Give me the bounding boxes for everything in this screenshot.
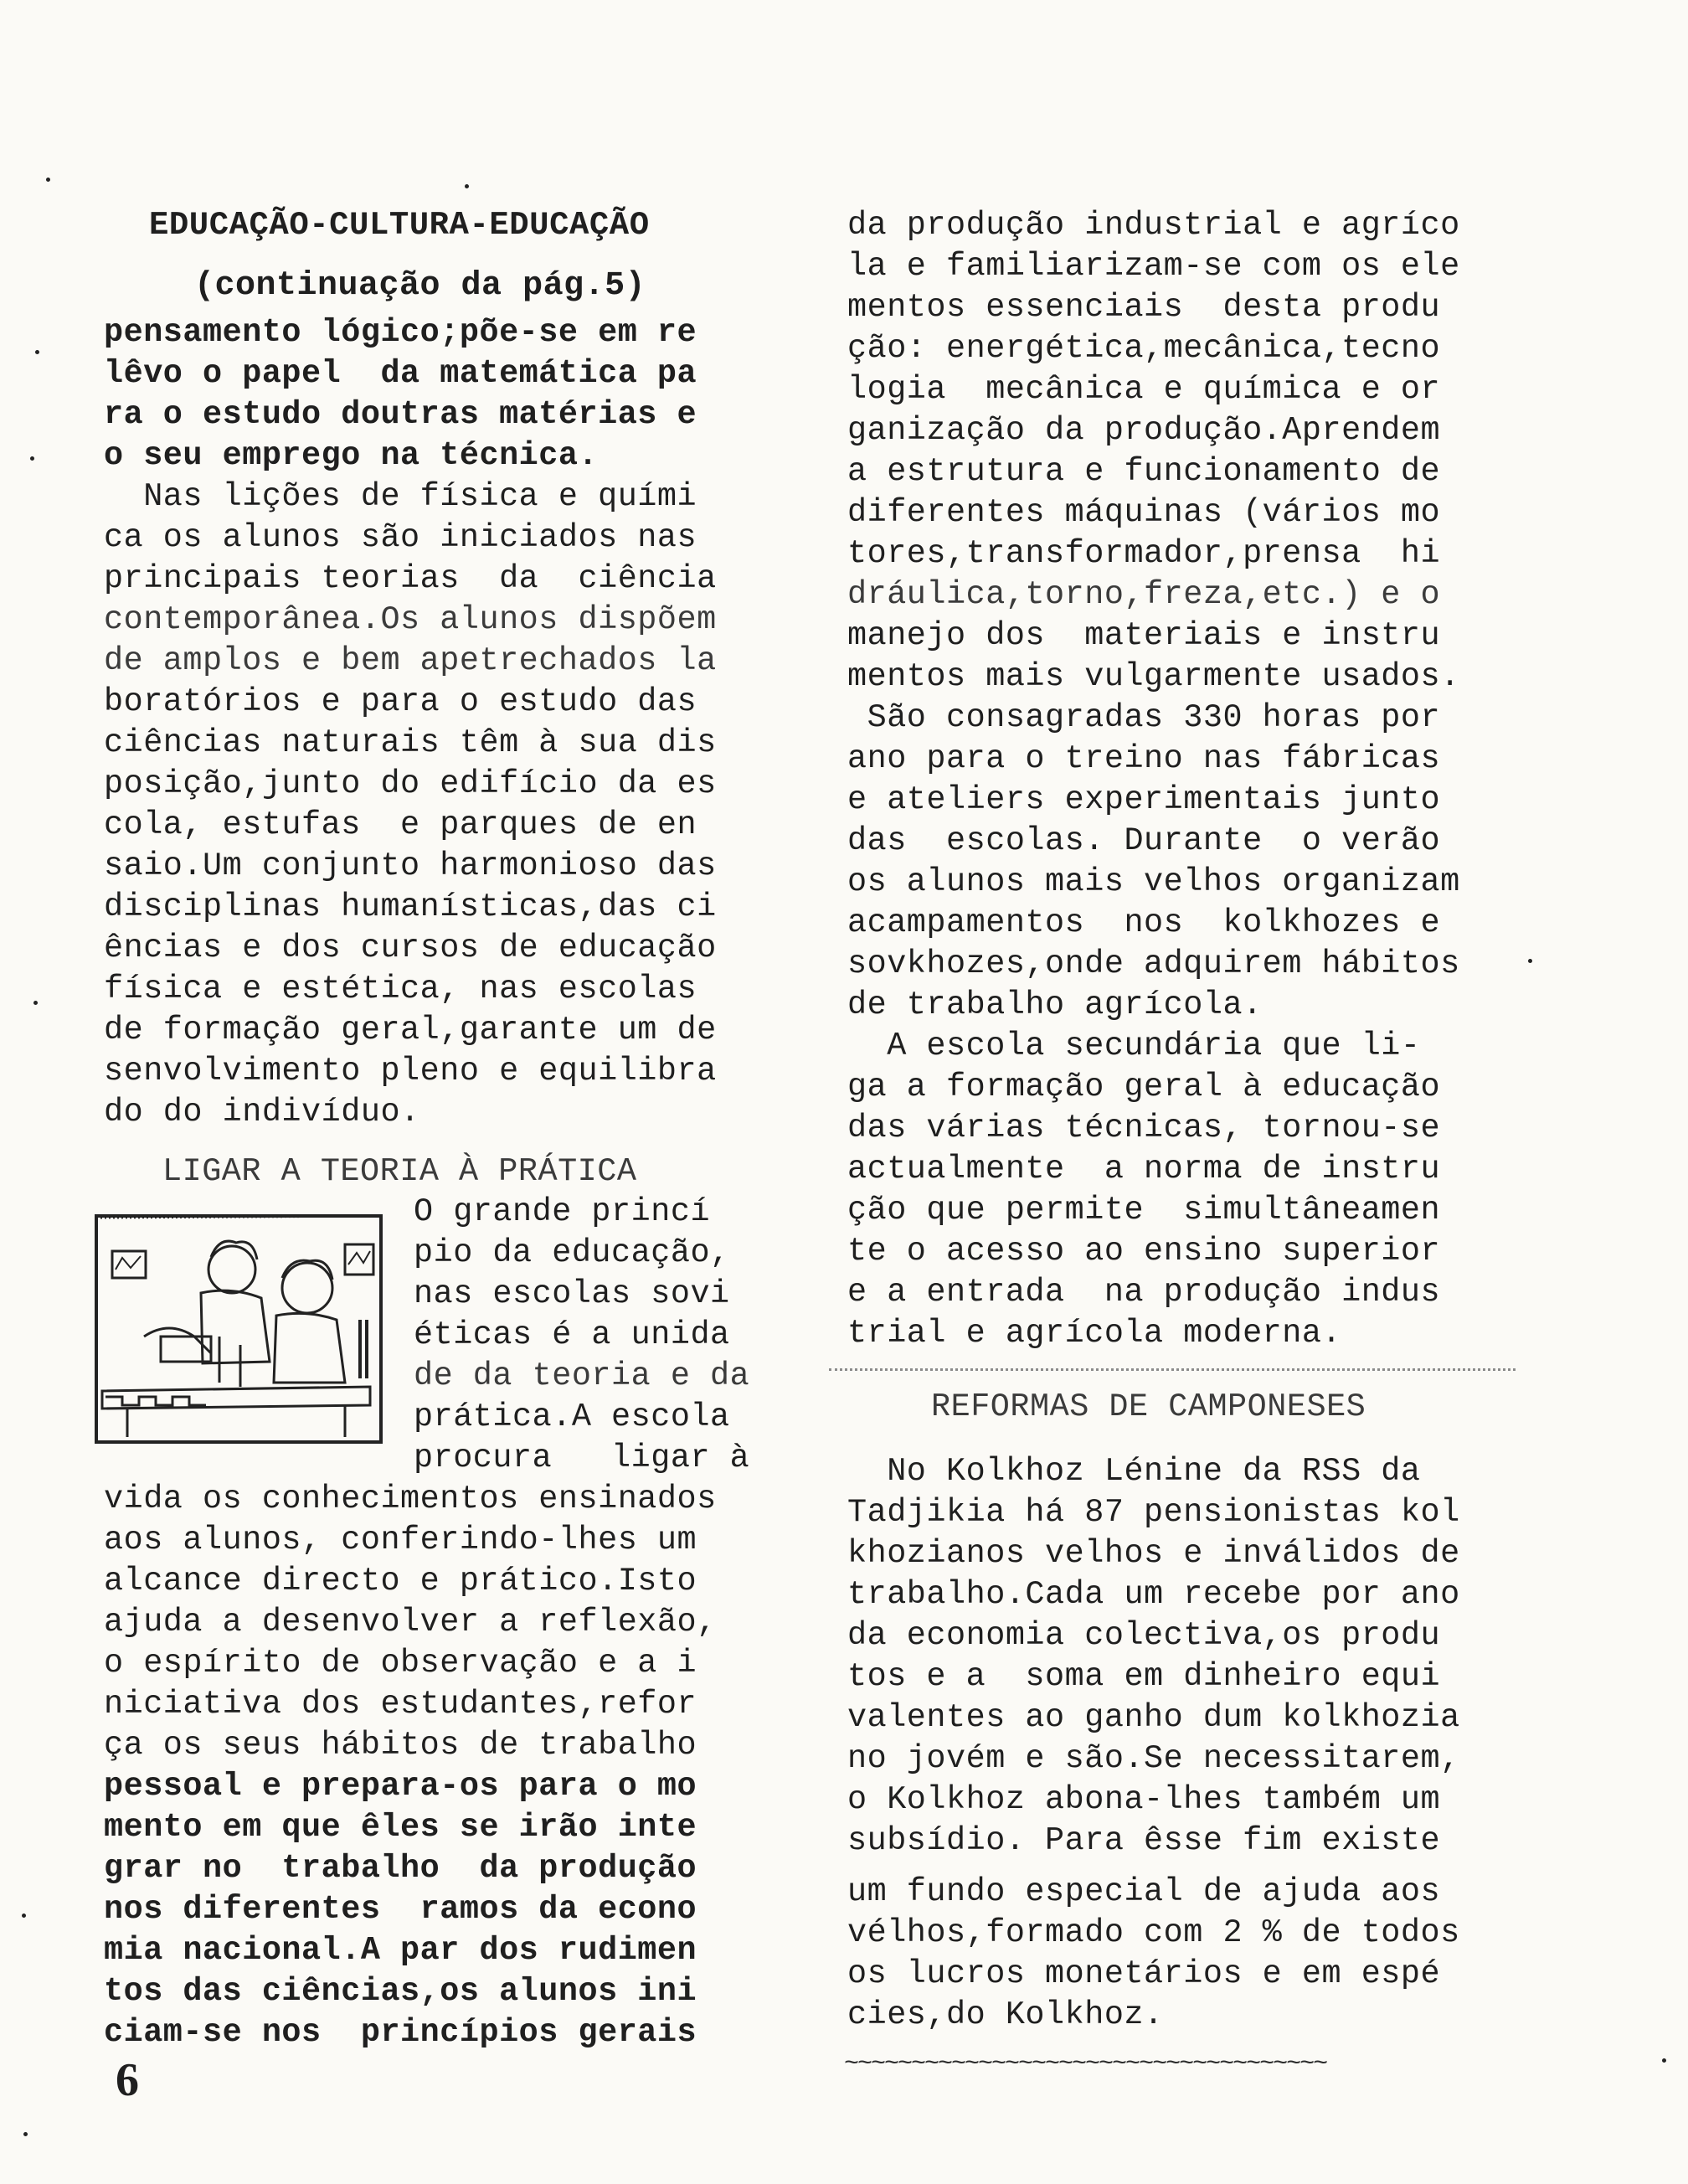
- text-line: No Kolkhoz Lénine da RSS da: [847, 1453, 1421, 1490]
- text-line: de formação geral,garante um de: [104, 1012, 717, 1048]
- text-line: das escolas. Durante o verão: [847, 822, 1441, 859]
- text-line: o espírito de observação e a i: [104, 1645, 697, 1682]
- text-line: alcance directo e prático.Isto: [104, 1563, 697, 1599]
- text-line: khozianos velhos e inválidos de: [847, 1535, 1460, 1572]
- text-line: ga a formação geral à educação: [847, 1069, 1441, 1105]
- text-line: ca os alunos são iniciados nas: [104, 519, 697, 556]
- text-line: de trabalho agrícola.: [847, 986, 1263, 1023]
- text-line: da economia colectiva,os produ: [847, 1617, 1441, 1654]
- text-line: la e familiarizam-se com os ele: [847, 248, 1460, 285]
- text-line: mentos mais vulgarmente usados.: [847, 658, 1460, 695]
- text-line: os alunos mais velhos organizam: [847, 863, 1460, 900]
- scan-speck: [30, 456, 34, 461]
- text-line: niciativa dos estudantes,refor: [104, 1686, 697, 1723]
- text-line: de amplos e bem apetrechados la: [104, 642, 717, 679]
- scan-speck: [46, 178, 50, 182]
- text-line: disciplinas humanísticas,das ci: [104, 889, 717, 925]
- text-line: te o acesso ao ensino superior: [847, 1233, 1441, 1270]
- text-line: de da teoria e da: [414, 1357, 750, 1394]
- page-number: 6: [116, 2054, 139, 2106]
- text-line: posição,junto do edifício da es: [104, 765, 717, 802]
- text-line: cola, estufas e parques de en: [104, 806, 697, 843]
- text-line: boratórios e para o estudo das: [104, 683, 697, 720]
- text-line: actualmente a norma de instru: [847, 1151, 1441, 1187]
- text-line: ção: energética,mecânica,tecno: [847, 330, 1441, 367]
- scan-speck: [465, 184, 469, 188]
- text-line: subsídio. Para êsse fim existe: [847, 1822, 1441, 1859]
- text-line: mia nacional.A par dos rudimen: [104, 1932, 697, 1969]
- text-line: do do indivíduo.: [104, 1094, 420, 1131]
- text-line: dráulica,torno,freza,etc.) e o: [847, 576, 1441, 613]
- section-title: REFORMAS DE CAMPONESES: [931, 1388, 1366, 1425]
- text-line: ça os seus hábitos de trabalho: [104, 1727, 697, 1764]
- text-line: grar no trabalho da produção: [104, 1850, 697, 1887]
- text-line: vélhos,formado com 2 % de todos: [847, 1914, 1460, 1951]
- text-line: São consagradas 330 horas por: [847, 699, 1441, 736]
- text-line: O grande princí: [414, 1193, 711, 1230]
- text-line: nos diferentes ramos da econo: [104, 1891, 697, 1928]
- text-line: nas escolas sovi: [414, 1275, 730, 1312]
- scan-speck: [22, 1914, 26, 1918]
- text-line: trabalho.Cada um recebe por ano: [847, 1576, 1460, 1613]
- tilde-divider: ~~~~~~~~~~~~~~~~~~~~~~~~~~~~~~~~~~~~: [844, 2050, 1327, 2078]
- text-line: contemporânea.Os alunos dispõem: [104, 601, 717, 638]
- text-line: mento em que êles se irão inte: [104, 1809, 697, 1846]
- section-title: LIGAR A TEORIA À PRÁTICA: [162, 1153, 637, 1190]
- scan-speck: [35, 350, 39, 354]
- text-line: no jovém e são.Se necessitarem,: [847, 1740, 1460, 1777]
- section-divider: [829, 1368, 1516, 1371]
- text-line: vida os conhecimentos ensinados: [104, 1481, 717, 1517]
- text-line: da produção industrial e agríco: [847, 207, 1460, 244]
- text-line: pensamento lógico;põe-se em re: [104, 314, 697, 351]
- students-lab-drawing-icon: [94, 1211, 387, 1454]
- text-line: manejo dos materiais e instru: [847, 617, 1441, 654]
- text-line: sovkhozes,onde adquirem hábitos: [847, 945, 1460, 982]
- text-line: pio da educação,: [414, 1234, 730, 1271]
- text-line: pessoal e prepara-os para o mo: [104, 1768, 697, 1805]
- text-line: um fundo especial de ajuda aos: [847, 1873, 1441, 1910]
- text-line: ciências naturais têm à sua dis: [104, 724, 717, 761]
- text-line: senvolvimento pleno e equilibra: [104, 1053, 717, 1089]
- scan-speck: [1662, 2058, 1666, 2063]
- text-line: o Kolkhoz abona-lhes também um: [847, 1781, 1441, 1818]
- text-line: tores,transformador,prensa hi: [847, 535, 1441, 572]
- continuation-note: (continuação da pág.5): [194, 267, 646, 305]
- text-line: o seu emprego na técnica.: [104, 437, 599, 474]
- text-line: principais teorias da ciência: [104, 560, 717, 597]
- text-line: e ateliers experimentais junto: [847, 781, 1441, 818]
- text-line: mentos essenciais desta produ: [847, 289, 1441, 326]
- scan-speck: [23, 2132, 28, 2136]
- text-line: aos alunos, conferindo-lhes um: [104, 1522, 697, 1558]
- text-line: Tadjikia há 87 pensionistas kol: [847, 1494, 1460, 1531]
- text-line: Nas lições de física e quími: [104, 478, 697, 515]
- text-line: ganização da produção.Aprendem: [847, 412, 1441, 449]
- scan-speck: [1528, 959, 1532, 963]
- text-line: tos das ciências,os alunos ini: [104, 1973, 697, 2010]
- text-line: e a entrada na produção indus: [847, 1274, 1441, 1311]
- text-line: ajuda a desenvolver a reflexão,: [104, 1604, 717, 1641]
- text-line: os lucros monetários e em espé: [847, 1955, 1441, 1992]
- text-line: procura ligar à: [414, 1440, 750, 1476]
- text-line: ano para o treino nas fábricas: [847, 740, 1441, 777]
- text-line: ências e dos cursos de educação: [104, 930, 717, 966]
- text-line: ciam-se nos princípios gerais: [104, 2014, 697, 2051]
- text-line: diferentes máquinas (vários mo: [847, 494, 1441, 531]
- text-line: éticas é a unida: [414, 1316, 730, 1353]
- text-line: a estrutura e funcionamento de: [847, 453, 1441, 490]
- text-line: valentes ao ganho dum kolkhozia: [847, 1699, 1460, 1736]
- text-line: ra o estudo doutras matérias e: [104, 396, 697, 433]
- text-line: cies,do Kolkhoz.: [847, 1996, 1164, 2033]
- text-line: tos e a soma em dinheiro equi: [847, 1658, 1441, 1695]
- text-line: logia mecânica e química e or: [847, 371, 1441, 408]
- text-line: A escola secundária que li-: [847, 1028, 1421, 1064]
- page-title: EDUCAÇÃO-CULTURA-EDUCAÇÃO: [149, 207, 650, 244]
- text-line: lêvo o papel da matemática pa: [104, 355, 697, 392]
- text-line: ção que permite simultâneamen: [847, 1192, 1441, 1228]
- text-line: das várias técnicas, tornou-se: [847, 1110, 1441, 1146]
- scan-speck: [33, 1001, 38, 1005]
- text-line: saio.Um conjunto harmonioso das: [104, 847, 717, 884]
- text-line: prática.A escola: [414, 1398, 730, 1435]
- text-line: trial e agrícola moderna.: [847, 1315, 1342, 1352]
- text-line: acampamentos nos kolkhozes e: [847, 904, 1441, 941]
- text-line: física e estética, nas escolas: [104, 971, 697, 1007]
